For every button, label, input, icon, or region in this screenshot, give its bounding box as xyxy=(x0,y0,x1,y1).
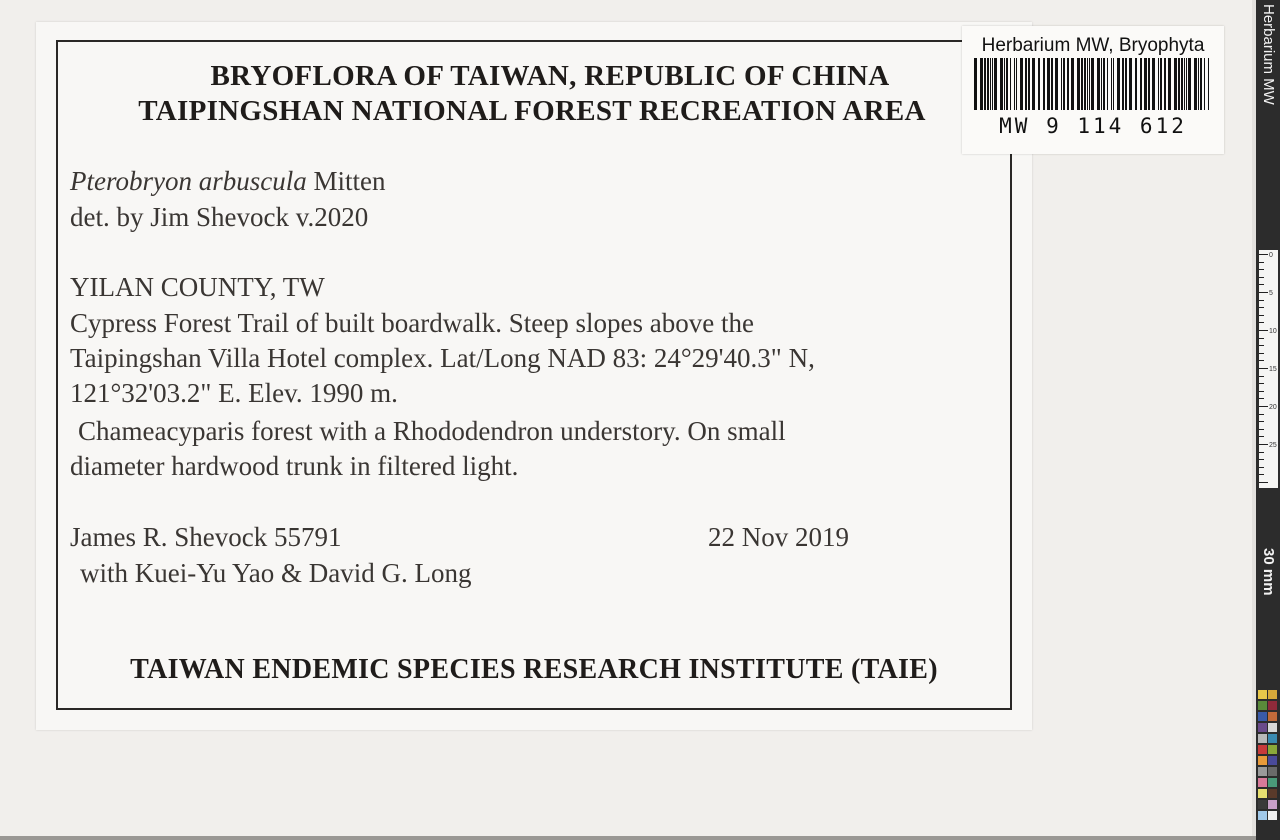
barcode-bar xyxy=(1111,58,1112,110)
ruler-tick xyxy=(1259,421,1264,422)
color-swatch xyxy=(1258,756,1267,765)
ruler-scale xyxy=(1259,250,1278,488)
barcode-bar xyxy=(994,58,997,110)
barcode-bar xyxy=(1107,58,1108,110)
color-swatch xyxy=(1268,745,1277,754)
color-calibration-chart xyxy=(1258,690,1278,834)
ruler-tick xyxy=(1259,254,1268,255)
color-swatch xyxy=(1268,800,1277,809)
barcode-bar xyxy=(1122,58,1124,110)
locality-line-2: Taipingshan Villa Hotel complex. Lat/Long NAD 83: 24°29'40.3" N, xyxy=(70,343,815,373)
barcode-bar xyxy=(1178,58,1180,110)
institution-footer: TAIWAN ENDEMIC SPECIES RESEARCH INSTITUTE (TAIE) xyxy=(130,654,938,685)
barcode-bar xyxy=(1208,58,1209,110)
ruler-tick xyxy=(1259,444,1268,445)
barcode-bar xyxy=(1200,58,1202,110)
taxon-author: Mitten xyxy=(313,166,386,196)
color-swatch xyxy=(1268,690,1277,699)
barcode-bar xyxy=(1144,58,1147,110)
barcode-bar xyxy=(1174,58,1177,110)
color-swatch xyxy=(1258,690,1267,699)
ruler-tick xyxy=(1259,345,1264,346)
barcode-bar xyxy=(1051,58,1053,110)
collection-date: 22 Nov 2019 xyxy=(708,522,849,552)
barcode-bar xyxy=(974,58,977,110)
ruler-tick xyxy=(1259,284,1264,285)
ruler-tick xyxy=(1259,315,1264,316)
barcode-bar xyxy=(1025,58,1027,110)
ruler-tick xyxy=(1259,269,1264,270)
barcode-bar xyxy=(1113,58,1114,110)
county-line: YILAN COUNTY, TW xyxy=(70,272,325,302)
barcode-bar xyxy=(1032,58,1035,110)
color-swatch xyxy=(1268,767,1277,776)
color-swatch xyxy=(1268,811,1277,820)
barcode-bar xyxy=(1067,58,1069,110)
barcode-bar xyxy=(1097,58,1100,110)
color-swatch xyxy=(1258,745,1267,754)
ruler-tick xyxy=(1259,292,1268,293)
barcode-bar xyxy=(1181,58,1183,110)
color-swatch xyxy=(1258,811,1267,820)
barcode-bar xyxy=(1148,58,1150,110)
locality-line-1: Cypress Forest Trail of built boardwalk. Steep slopes above the xyxy=(70,308,754,338)
barcode-bar xyxy=(1028,58,1030,110)
ruler-tick xyxy=(1259,322,1264,323)
barcode-bar xyxy=(992,58,993,110)
color-swatch xyxy=(1258,712,1267,721)
ruler-tick xyxy=(1259,277,1264,278)
color-swatch xyxy=(1258,701,1267,710)
barcode-bar xyxy=(1063,58,1065,110)
ruler-tick-number: 20 xyxy=(1269,404,1277,411)
barcode-bar xyxy=(1140,58,1142,110)
ruler-tick xyxy=(1259,398,1264,399)
ruler-tick-number: 10 xyxy=(1269,328,1277,335)
color-swatch xyxy=(1258,789,1267,798)
ruler-tick xyxy=(1259,467,1264,468)
barcode-bar xyxy=(1089,58,1090,110)
barcode-bar xyxy=(1071,58,1074,110)
barcode-bar xyxy=(1168,58,1171,110)
barcode-bar xyxy=(1125,58,1127,110)
barcode-number: MW 9 114 612 xyxy=(999,114,1187,138)
ruler-scale-label: 30 mm xyxy=(1260,548,1277,596)
color-swatch xyxy=(1258,800,1267,809)
barcode-bar xyxy=(1077,58,1080,110)
barcode-bar xyxy=(1081,58,1083,110)
barcode-bar xyxy=(1135,58,1137,110)
sheet-shadow xyxy=(0,836,1280,840)
barcode-title: Herbarium MW, Bryophyta xyxy=(981,35,1205,56)
ruler-tick xyxy=(1259,436,1264,437)
color-swatch xyxy=(1268,734,1277,743)
barcode-bar xyxy=(1004,58,1005,110)
locality-line-3: 121°32'03.2" E. Elev. 1990 m. xyxy=(70,378,398,408)
barcode-bar xyxy=(1194,58,1197,110)
barcode-bar xyxy=(1010,58,1011,110)
barcode-bar xyxy=(1055,58,1058,110)
color-swatch xyxy=(1268,701,1277,710)
barcode-bar xyxy=(1152,58,1155,110)
barcode-bar xyxy=(990,58,991,110)
barcode-bar xyxy=(1087,58,1088,110)
ruler-tick xyxy=(1259,391,1264,392)
ruler-herbarium-text: Herbarium MW xyxy=(1260,4,1277,105)
ruler-tick xyxy=(1259,383,1264,384)
ruler-tick xyxy=(1259,414,1264,415)
barcode-bar xyxy=(1184,58,1185,110)
barcode-bar xyxy=(1103,58,1105,110)
barcode-bar xyxy=(1117,58,1120,110)
ruler-tick xyxy=(1259,459,1264,460)
barcode-bar xyxy=(1006,58,1008,110)
color-swatch xyxy=(1268,712,1277,721)
habitat-line-1: Chameacyparis forest with a Rhododendron understory. On small xyxy=(78,416,786,446)
barcode-bar xyxy=(1038,58,1040,110)
ruler-tick-number: 25 xyxy=(1269,442,1277,449)
barcode-bar xyxy=(1101,58,1102,110)
ruler-tick xyxy=(1259,474,1264,475)
ruler-tick xyxy=(1259,360,1264,361)
ruler-tick-number: 15 xyxy=(1269,366,1277,373)
barcode-bar xyxy=(987,58,989,110)
ruler-tick xyxy=(1259,307,1264,308)
barcode-bar xyxy=(1129,58,1132,110)
co-collectors: with Kuei-Yu Yao & David G. Long xyxy=(80,558,472,588)
barcode-bar xyxy=(1061,58,1062,110)
species-name xyxy=(70,166,385,197)
barcode-bar xyxy=(1198,58,1199,110)
color-swatch xyxy=(1268,756,1277,765)
barcode-bar xyxy=(1091,58,1094,110)
ruler-tick xyxy=(1259,452,1264,453)
taxon-name: Pterobryon arbuscula xyxy=(70,166,307,196)
barcode-bar xyxy=(1188,58,1191,110)
ruler-tick xyxy=(1259,406,1268,407)
barcode-bar xyxy=(1047,58,1050,110)
color-swatch xyxy=(1258,767,1267,776)
collector-number: James R. Shevock 55791 xyxy=(70,522,342,552)
ruler-tick-number: 0 xyxy=(1269,252,1273,259)
label-header-subtitle: TAIPINGSHAN NATIONAL FOREST RECREATION AREA xyxy=(138,95,926,127)
ruler-tick xyxy=(1259,330,1268,331)
ruler-tick xyxy=(1259,376,1264,377)
barcode-bar xyxy=(1204,58,1205,110)
ruler-tick xyxy=(1259,300,1264,301)
ruler-tick xyxy=(1259,338,1264,339)
barcode-bar xyxy=(984,58,986,110)
habitat-line-2: diameter hardwood trunk in filtered light. xyxy=(70,451,519,481)
barcode-bar xyxy=(1043,58,1045,110)
ruler-tick xyxy=(1259,262,1264,263)
ruler-tick xyxy=(1259,353,1264,354)
barcode-bar xyxy=(1016,58,1017,110)
barcode-bar xyxy=(1000,58,1003,110)
color-swatch xyxy=(1258,778,1267,787)
barcode-image xyxy=(972,58,1214,112)
color-swatch xyxy=(1268,723,1277,732)
barcode-bar xyxy=(1158,58,1159,110)
label-border xyxy=(56,40,1012,710)
barcode-bar xyxy=(1084,58,1086,110)
barcode-bar xyxy=(980,58,983,110)
color-swatch xyxy=(1268,789,1277,798)
barcode-label xyxy=(962,26,1224,154)
barcode-bar xyxy=(1020,58,1023,110)
barcode-bar xyxy=(1186,58,1187,110)
ruler-tick xyxy=(1259,368,1268,369)
barcode-bar xyxy=(1014,58,1015,110)
label-header-title: BRYOFLORA OF TAIWAN, REPUBLIC OF CHINA xyxy=(210,60,890,92)
color-swatch xyxy=(1258,734,1267,743)
ruler-tick xyxy=(1259,429,1264,430)
ruler-tick-number: 5 xyxy=(1269,290,1273,297)
color-swatch xyxy=(1268,778,1277,787)
color-swatch xyxy=(1258,723,1267,732)
determination-line: det. by Jim Shevock v.2020 xyxy=(70,202,369,232)
ruler-tick xyxy=(1259,482,1268,483)
barcode-bar xyxy=(1164,58,1166,110)
barcode-bar xyxy=(1160,58,1162,110)
